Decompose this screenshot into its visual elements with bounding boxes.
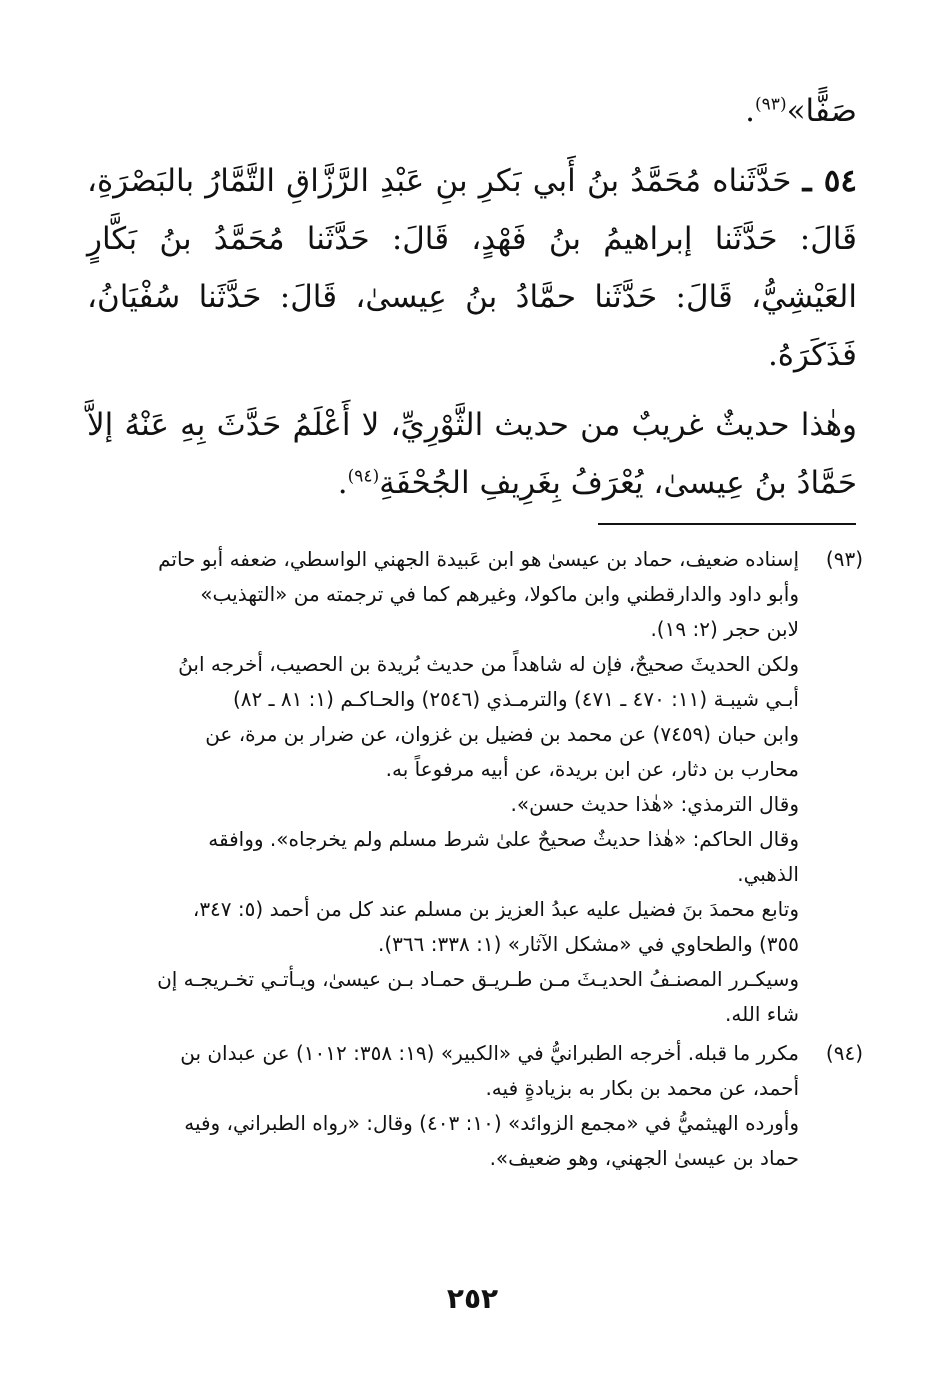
- footnote-93: [103, 542, 863, 1032]
- comment-paragraph: وهٰذا حديثٌ غريبٌ من حديث الثَّوْرِيِّ، لا أَعْلَمُ حَدَّثَ بِهِ عَنْهُ إلاَّ حَمَّادُ بنُ عِيسىٰ، يُعْرَفُ بِغَرِيفِ الجُحْفَةِ$^{(٩٤)}$.: [87, 407, 857, 501]
- footnote-line: الذهبي.: [737, 862, 799, 886]
- footnote-line: أحمد، عن محمد بن بكار به بزيادةٍ فيه.: [485, 1076, 799, 1100]
- hadith-text: حَدَّثَناه مُحَمَّدُ بنُ أَبي بَكرِ بنِ عَبْدِ الرَّزَّاقِ التَّمَّارُ بالبَصْرَةِ، قَالَ: حَدَّثَنا إبراهيمُ بنُ فَهْدٍ، قَالَ: حَدَّثَنا مُحَمَّدُ بنُ بَكَّارٍ العَيْشِيُّ، قَالَ: حَدَّثَنا حمَّادُ بنُ عِيسىٰ، قَالَ: حَدَّثَنا سُفْيَانُ، فَذَكَرَهُ.: [87, 163, 857, 373]
- main-text: [87, 82, 857, 516]
- footnote-line: محارب بن دثار، عن ابن بريدة، عن أبيه مرفوعاً به.: [385, 757, 799, 781]
- footnote-line: حماد بن عيسىٰ الجهني، وهو ضعيف».: [489, 1146, 799, 1170]
- continuation-line: صَفًّا»$^{(٩٣)}$.: [745, 93, 857, 129]
- footnote-line: إسناده ضعيف، حماد بن عيسىٰ هو ابن عَبيدة الجهني الواسطي، ضعفه أبو حاتم: [158, 547, 799, 571]
- footnote-ref-93[interactable]: (٩٣): [755, 94, 787, 115]
- footnote-line: وأبو داود والدارقطني وابن ماكولا، وغيرهم كما في ترجمته من «التهذيب»: [200, 582, 799, 606]
- hadith-number: ٥٤ ـ: [802, 163, 858, 199]
- footnotes: [103, 542, 863, 1176]
- footnote-line: ٣٥٥) والطحاوي في «مشكل الآثار» (١: ٣٣٨: ٣٦٦).: [378, 932, 799, 956]
- comment-text: وهٰذا حديثٌ غريبٌ من حديث الثَّوْرِيِّ، لا أَعْلَمُ حَدَّثَ بِهِ عَنْهُ إلاَّ حَمَّادُ بنُ عِيسىٰ، يُعْرَفُ بِغَرِيفِ الجُحْفَةِ: [87, 407, 857, 501]
- footnote-94: [103, 1036, 863, 1176]
- footnote-line: وقال الترمذي: «هٰذا حديث حسن».: [510, 792, 799, 816]
- footnote-separator: [598, 523, 856, 525]
- footnote-line: مكرر ما قبله. أخرجه الطبرانيُّ في «الكبير» (١٩: ٣٥٨: ١٠١٢) عن عبدان بن: [180, 1041, 799, 1065]
- footnote-line: وقال الحاكم: «هٰذا حديثٌ صحيحٌ علىٰ شرط مسلم ولم يخرجاه». ووافقه: [208, 827, 799, 851]
- footnote-line: وسيكـرر المصنـفُ الحديـثَ مـن طـريـق حمـاد بـن عيسىٰ، ويـأتـي تخـريجـه إن: [157, 967, 799, 991]
- footnote-number: (٩٣): [825, 547, 863, 571]
- footnote-line: لابن حجر (٢: ١٩).: [650, 617, 799, 641]
- footnote-ref-94[interactable]: (٩٤): [347, 466, 380, 487]
- continuation-text: صَفًّا»: [786, 93, 857, 129]
- footnote-body: [103, 542, 799, 1032]
- footnote-line: وتابع محمدَ بنَ فضيل عليه عبدُ العزيز بن مسلم عند كل من أحمد (٥: ٣٤٧،: [192, 897, 799, 921]
- footnote-line: وأورده الهيثميُّ في «مجمع الزوائد» (١٠: ٤٠٣) وقال: «رواه الطبراني، وفيه: [184, 1111, 799, 1135]
- footnote-line: ولكن الحديثَ صحيحٌ، فإن له شاهداً من حديث بُريدة بن الحصيب، أخرجه ابنُ: [178, 652, 799, 676]
- footnote-line: وابن حبان (٧٤٥٩) عن محمد بن فضيل بن غزوان، عن ضرار بن مرة، عن: [205, 722, 799, 746]
- footnote-number: (٩٤): [825, 1041, 863, 1065]
- footnote-body: [103, 1036, 799, 1176]
- hadith-paragraph: [87, 152, 857, 384]
- page-number: ٢٥٢: [446, 1282, 499, 1315]
- footnote-line: شاء الله.: [725, 1002, 799, 1026]
- footnote-line: أبـي شيبـة (١١: ٤٧٠ ـ ٤٧١) والترمـذي (٢٥٤٦) والحـاكـم (١: ٨١ ـ ٨٢): [232, 687, 799, 711]
